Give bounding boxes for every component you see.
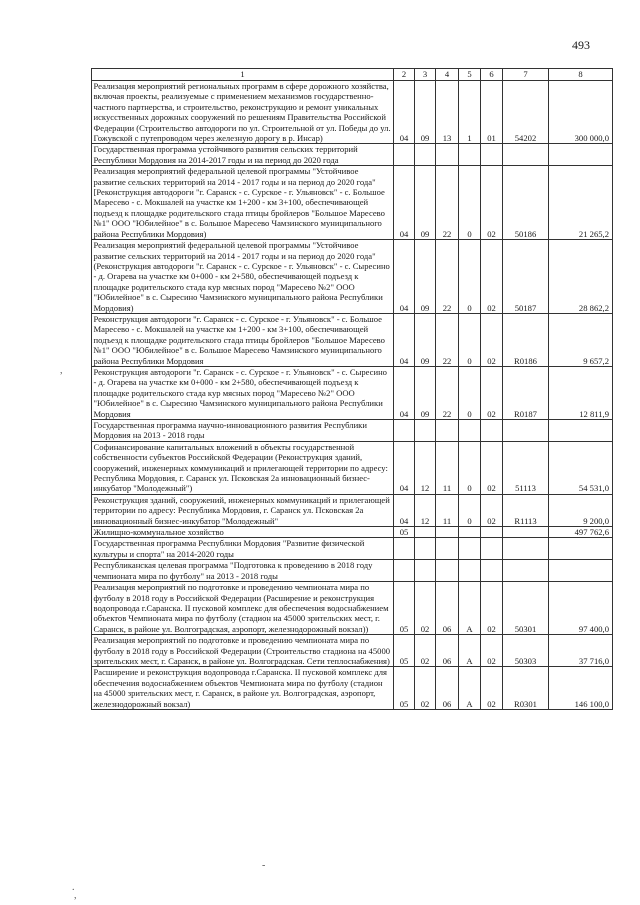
program-code [436,538,459,560]
direction-code: R1113 [503,494,549,526]
column-header: 8 [549,69,613,81]
column-header: 7 [503,69,549,81]
measure-code [481,144,503,166]
section-code: 04 [394,240,415,314]
subsection-code: 09 [415,366,436,419]
amount [549,420,613,442]
direction-code [503,560,549,582]
amount [549,144,613,166]
column-header: 2 [394,69,415,81]
direction-code [503,144,549,166]
subprogram-code: 0 [459,240,481,314]
subprogram-code [459,527,481,538]
amount: 97 400,0 [549,582,613,635]
table-row [92,166,613,240]
section-code: 05 [394,582,415,635]
measure-code: 02 [481,494,503,526]
measure-code: 02 [481,166,503,240]
section-code [394,538,415,560]
table-row [92,81,613,144]
section-code: 05 [394,527,415,538]
subsection-code: 02 [415,635,436,667]
subprogram-code [459,420,481,442]
measure-code [481,527,503,538]
column-header: 1 [92,69,394,81]
subprogram-code [459,144,481,166]
row-description: Реализация мероприятий региональных программ в сфере дорожного хозяйства, включая проекты, реализуемые с применением механизмов государственно-частного партнерства, и строительство, реконструкцию и ремонт уникальных искусственных дорожных сооружений по решениям Правительства Российской Федерации (Строительство автодороги по ул. Строительной от ул. Победы до ул. Гожувской с путепроводом через железную дорогу в р. Инсар) [92,81,394,144]
row-description: Реконструкция автодороги "г. Саранск - с. Сурское - г. Ульяновск" - с. Большое Маресево - с. Мокшалей на участке км 1+200 - км 3+100, обеспечивающей подъезд к площадке родительского стада птицы бройлеров "Большое Маресево №1" ООО "Юбилейное" в с. Большое Маресево Чамзинского муниципального района Республики Мордовия [92,313,394,366]
direction-code: 54202 [503,81,549,144]
row-description: Софинансирование капитальных вложений в объекты государственной собственности субъектов Российской Федерации (Реконструкция зданий, сооружений, инженерных коммуникаций и прилегающей территории по адресу: Республика Мордовия, г. Саранск ул. Псковская 2а инновационный бизнес-инкубатор "Молодежный") [92,441,394,494]
subprogram-code: А [459,582,481,635]
subprogram-code: А [459,635,481,667]
program-code: 11 [436,494,459,526]
subsection-code: 09 [415,166,436,240]
section-code: 04 [394,166,415,240]
section-code: 04 [394,366,415,419]
table-row [92,144,613,166]
table-row [92,667,613,710]
subsection-code: 09 [415,240,436,314]
direction-code [503,420,549,442]
measure-code: 02 [481,240,503,314]
program-code: 22 [436,313,459,366]
amount: 497 762,6 [549,527,613,538]
subsection-code [415,560,436,582]
subsection-code: 02 [415,582,436,635]
direction-code [503,538,549,560]
table-row [92,494,613,526]
direction-code: R0301 [503,667,549,710]
program-code: 06 [436,667,459,710]
subprogram-code: 0 [459,313,481,366]
table-row [92,527,613,538]
measure-code [481,560,503,582]
direction-code: 50186 [503,166,549,240]
measure-code: 02 [481,366,503,419]
subprogram-code [459,538,481,560]
table-row [92,635,613,667]
amount [549,560,613,582]
section-code: 04 [394,81,415,144]
measure-code: 01 [481,81,503,144]
row-description: Реализация мероприятий по подготовке и проведению чемпионата мира по футболу в 2018 году в Российской Федерации (Расширение и реконструкция водопровода г.Саранска. II пусковой комплекс для обеспечения водоснабжением объектов Чемпионата мира по футболу (стадион на 45000 зрительских мест, г. Саранск, в районе ул. Волгоградская, аэропорт, железнодорожный вокзал)) [92,582,394,635]
scan-mark: . [72,882,75,893]
table-row [92,240,613,314]
direction-code [503,527,549,538]
section-code: 04 [394,313,415,366]
column-header: 4 [436,69,459,81]
subprogram-code: А [459,667,481,710]
measure-code: 02 [481,441,503,494]
row-description: Государственная программа устойчивого развития сельских территорий Республики Мордовия на 2014-2017 годы и на период до 2020 года [92,144,394,166]
row-description: Расширение и реконструкция водопровода г.Саранска. II пусковой комплекс для обеспечения водоснабжением объектов Чемпионата мира по футболу (стадион на 45000 зрительских мест, г. Саранск, в районе ул. Волгоградская, аэропорт, железнодорожный вокзал) [92,667,394,710]
measure-code [481,538,503,560]
section-code [394,144,415,166]
measure-code [481,420,503,442]
subprogram-code: 0 [459,366,481,419]
section-code: 04 [394,441,415,494]
amount: 300 000,0 [549,81,613,144]
direction-code: R0186 [503,313,549,366]
program-code: 06 [436,582,459,635]
amount: 9 200,0 [549,494,613,526]
row-description: Жилищно-коммунальное хозяйство [92,527,394,538]
direction-code: 51113 [503,441,549,494]
program-code [436,527,459,538]
row-description: Республиканская целевая программа "Подготовка к проведению в 2018 году чемпионата мира по футболу" на 2013 - 2018 годы [92,560,394,582]
column-header: 6 [481,69,503,81]
row-description: Государственная программа Республики Мордовия "Развитие физической культуры и спорта" на 2014-2020 годы [92,538,394,560]
row-description: Реализация мероприятий федеральной целевой программы "Устойчивое развитие сельских территорий на 2014 - 2017 годы и на период до 2020 года" [Реконструкция автодороги "г. Саранск - с. Сурское - г. Ульяновск" - с. Большое Маресево - с. Мокшалей на участке км 1+200 - км 3+100, обеспечивающей подъезд к площадке родительского стада птицы бройлеров "Большое Маресево №1" ООО "Юбилейное" в с. Большое Маресево Чамзинского муниципального района Республики Мордовия) [92,166,394,240]
subsection-code: 09 [415,81,436,144]
section-code [394,560,415,582]
program-code: 22 [436,366,459,419]
measure-code: 02 [481,667,503,710]
direction-code: 50301 [503,582,549,635]
subsection-code: 12 [415,441,436,494]
measure-code: 02 [481,582,503,635]
subprogram-code: 0 [459,166,481,240]
program-code: 13 [436,81,459,144]
scan-mark: , [60,365,63,376]
budget-table [91,68,613,710]
subsection-code: 02 [415,667,436,710]
section-code: 05 [394,667,415,710]
amount: 9 657,2 [549,313,613,366]
table-row [92,560,613,582]
table-row [92,366,613,419]
program-code [436,420,459,442]
amount: 37 716,0 [549,635,613,667]
column-header: 3 [415,69,436,81]
subprogram-code: 1 [459,81,481,144]
program-code: 22 [436,240,459,314]
scan-mark: , [74,890,77,901]
table-row [92,441,613,494]
row-description: Государственная программа научно-инновационного развития Республики Мордовия на 2013 - 2018 годы [92,420,394,442]
subprogram-code: 0 [459,494,481,526]
section-code [394,420,415,442]
table-row [92,582,613,635]
row-description: Реализация мероприятий по подготовке и проведению чемпионата мира по футболу в 2018 году в Российской Федерации (Строительство стадиона на 45000 зрительских мест, г. Саранск, в районе ул. Волгоградская. Сети теплоснабжения) [92,635,394,667]
measure-code: 02 [481,635,503,667]
table-row [92,538,613,560]
subsection-code: 12 [415,494,436,526]
direction-code: 50303 [503,635,549,667]
amount: 28 862,2 [549,240,613,314]
measure-code: 02 [481,313,503,366]
subprogram-code: 0 [459,441,481,494]
page-number: 493 [572,38,590,52]
row-description: Реализация мероприятий федеральной целевой программы "Устойчивое развитие сельских территорий на 2014 - 2017 годы и на период до 2020 года" (Реконструкция автодороги "г. Саранск - с. Сурское - г. Ульяновск" - с. Сыресино - д. Огарева на участке км 0+000 - км 2+580, обеспечивающей подъезд к площадке родительского стада кур мясных пород "Маресево №2" ООО "Юбилейное" в с. Сыресино Чамзинского муниципального района Республики Мордовия) [92,240,394,314]
program-code: 22 [436,166,459,240]
subsection-code [415,538,436,560]
direction-code: 50187 [503,240,549,314]
row-description: Реконструкция зданий, сооружений, инженерных коммуникаций и прилегающей территории по адресу: Республика Мордовия, г. Саранск ул. Псковская 2а инновационный бизнес-инкубатор "Молодежный" [92,494,394,526]
program-code: 11 [436,441,459,494]
amount: 146 100,0 [549,667,613,710]
amount: 54 531,0 [549,441,613,494]
subsection-code: 09 [415,313,436,366]
amount: 21 265,2 [549,166,613,240]
section-code: 04 [394,494,415,526]
program-code [436,560,459,582]
table-row [92,420,613,442]
column-header: 5 [459,69,481,81]
row-description: Реконструкция автодороги "г. Саранск - с. Сурское - г. Ульяновск" - с. Сыресино - д. Огарева на участке км 0+000 - км 2+580, обеспечивающей подъезд к площадке родительского стада кур мясных пород "Маресево №2" ООО "Юбилейное" в с. Сыресино Чамзинского муниципального района Республики Мордовия [92,366,394,419]
direction-code: R0187 [503,366,549,419]
scan-mark: - [262,860,266,871]
section-code: 05 [394,635,415,667]
table-row [92,313,613,366]
subsection-code [415,420,436,442]
amount [549,538,613,560]
program-code: 06 [436,635,459,667]
amount: 12 811,9 [549,366,613,419]
subsection-code [415,144,436,166]
subsection-code [415,527,436,538]
header-row [92,69,613,81]
subprogram-code [459,560,481,582]
program-code [436,144,459,166]
